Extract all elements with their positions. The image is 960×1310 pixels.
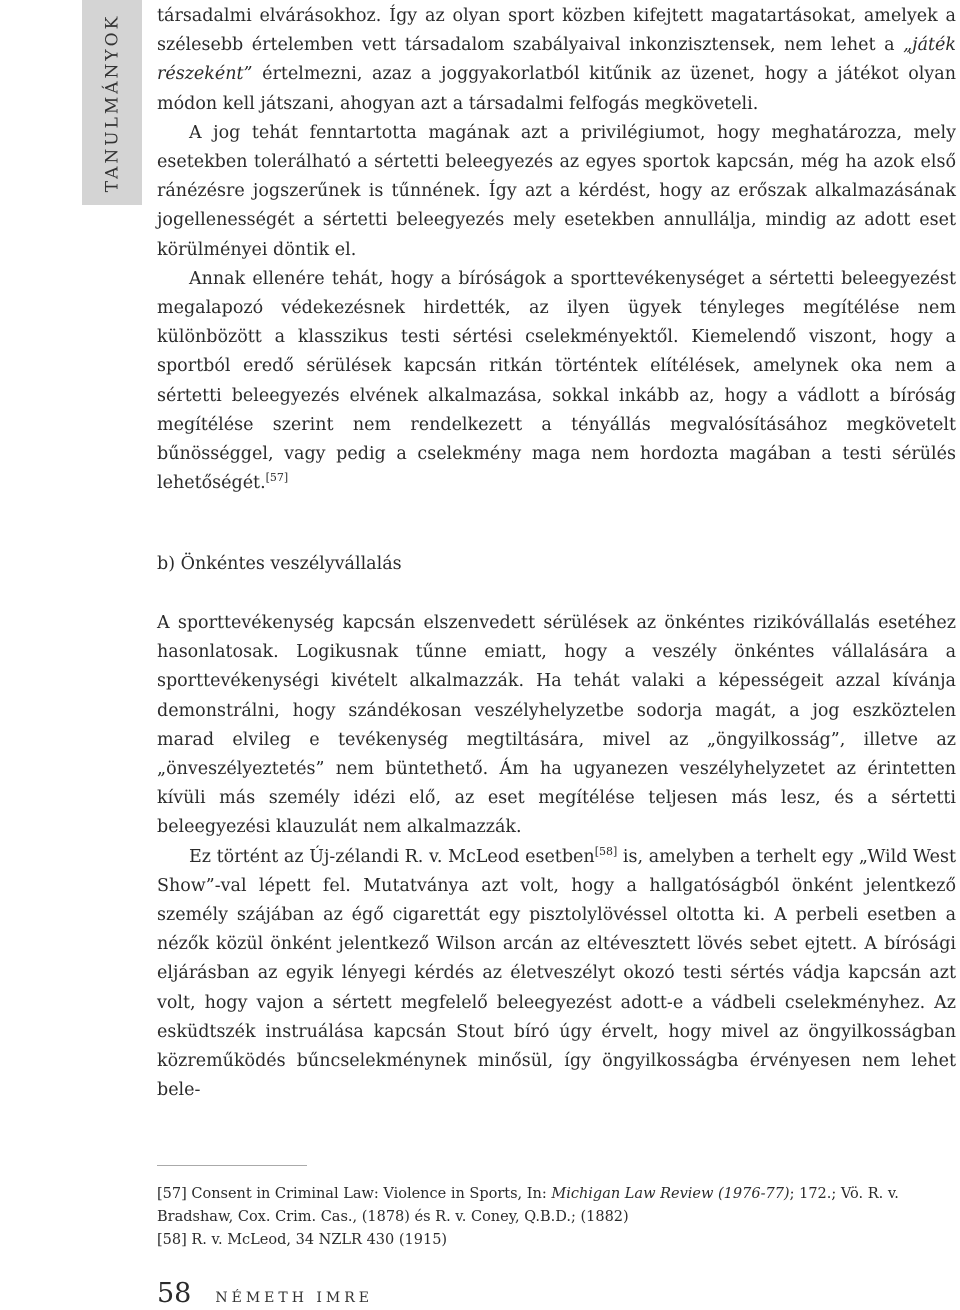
- paragraph-3: [157, 265, 956, 499]
- side-tab-label: TANULMÁNYOK: [102, 13, 123, 192]
- italic-phrase: „játék részeként”: [157, 35, 956, 85]
- section-side-tab: [82, 0, 142, 205]
- footnote-57-journal: Michigan Law Review (1976-77): [551, 1186, 790, 1202]
- footnote-58: [58] R. v. McLeod, 34 NZLR 430 (1915): [157, 1232, 448, 1248]
- page-footer: [157, 1278, 373, 1310]
- author-name: NÉMETH IMRE: [215, 1290, 374, 1306]
- footnote-ref-57[interactable]: [57]: [265, 471, 289, 485]
- paragraph-2: A jog tehát fenntartotta magának azt a privilégiumot, hogy meghatározza, mely esetekben tolerálható a sértetti beleegyezés az egyes sportok kapcsán, még ha azok első ránézésre jogszerűnek is tűnnének. Így azt a kérdést, hogy az erőszak alkalmazásának jogellenességét a sértetti beleegyezés mely esetekben annullálja, mindig az adott eset körülményei döntik el.: [157, 122, 956, 260]
- footnote-57-start: [57] Consent in Criminal Law: Violence in Sports, In:: [157, 1186, 552, 1202]
- section-paragraph-2-before: Ez történt az Új-zélandi R. v. McLeod esetben: [189, 846, 595, 867]
- footnotes: [157, 1183, 956, 1252]
- side-tab-label-wrap: [82, 0, 142, 205]
- footnote-57: [157, 1183, 956, 1229]
- continuation-text: társadalmi elvárásokhoz. Így az olyan sport közben kifejtett magatartásokat, amelyek a szélesebb értelemben vett társadalom szabályaival inkonzisztensek, nem lehet a: [157, 6, 956, 56]
- section-heading: b) Önkéntes veszélyvállalás: [157, 554, 402, 574]
- paragraph-3-text: Annak ellenére tehát, hogy a bíróságok a sporttevékenységet a sértetti beleegyezést megalapozó védekezésnek hirdették, az ilyen ügyek tényleges megítélése nem különbözött a klasszikus testi sértési cselekményektől. Kiemelendő viszont, hogy a sportból eredő sérülések kapcsán ritkán történtek elítélések, amelynek oka nem a sértetti beleegyezés elvének alkalmazása, sokkal inkább az, hogy a vádlott a bíróság megítélése szerint nem rendelkezett a tényállás megvalósításához megkövetelt bűnösséggel, vagy pedig a cselekmény maga nem hordozta magában a testi sérülés lehetőségét.: [157, 268, 956, 494]
- footnote-divider: [157, 1165, 307, 1166]
- section-paragraph-1: A sporttevékenység kapcsán elszenvedett sérülések az önkéntes rizikóvállalás esetéhez hasonlatosak. Logikusnak tűnne emiatt, hogy a veszély önkéntes vállalására a sporttevékenységi kivételt alkalmazzák. Ha tehát valaki a képességeit azzal kívánja demonstrálni, hogy szándékosan veszélyhelyzetbe sodorja magát, a jog eszköztelen marad elvileg e tevékenység megtiltására, mivel az „öngyilkosság”, illetve az „önveszélyeztetés” nem büntethető. Ám ha ugyanezen veszélyhelyzetet az érintetten kívüli más személy idézi elő, az eset megítélése teljesen más lesz, és a sértetti beleegyezési klauzulát nem alkalmazzák.: [157, 613, 956, 838]
- main-body-text: [157, 2, 956, 498]
- section-body-text: [157, 609, 956, 1105]
- continuation-text-after: értelmezni, azaz a joggyakorlatból kitűnik az üzenet, hogy a játékot olyan módon kell játszani, ahogyan azt a társadalmi felfogás megköveteli.: [157, 64, 956, 114]
- footnote-ref-58[interactable]: [58]: [594, 844, 618, 858]
- footnote-57-end: ; 172.; Vö. R. v. Bradshaw, Cox. Crim. Cas., (1878) és R. v. Coney, Q.B.D.; (1882): [157, 1186, 899, 1225]
- section-paragraph-2-after: is, amelyben a terhelt egy „Wild West Show”-val lépett fel. Mutatványa azt volt, hogy a hallgatóságból önként jelentkező személy szájában az égő cigarettát egy pisztolylövéssel oltotta ki. A perbeli esetben a nézők közül önként jelentkező Wilson arcán az eltévesztett lövés sebet ejtett. A bírósági eljárásban az egyik lényegi kérdés az életveszélyt okozó testi sértés vádja kapcsán azt volt, hogy vajon a sértett megfelelő beleegyezést adott-e a vádbeli cselekményhez. Az esküdtszék instruálása kapcsán Stout bíró úgy érvelt, hogy mivel az öngyilkosságban közreműködés bűncselekménynek minősül, így öngyilkosságba érvényesen nem lehet bele-: [157, 846, 956, 1101]
- continuation-paragraph: [157, 2, 956, 119]
- page-number: 58: [157, 1278, 192, 1309]
- section-paragraph-2: [157, 843, 956, 1106]
